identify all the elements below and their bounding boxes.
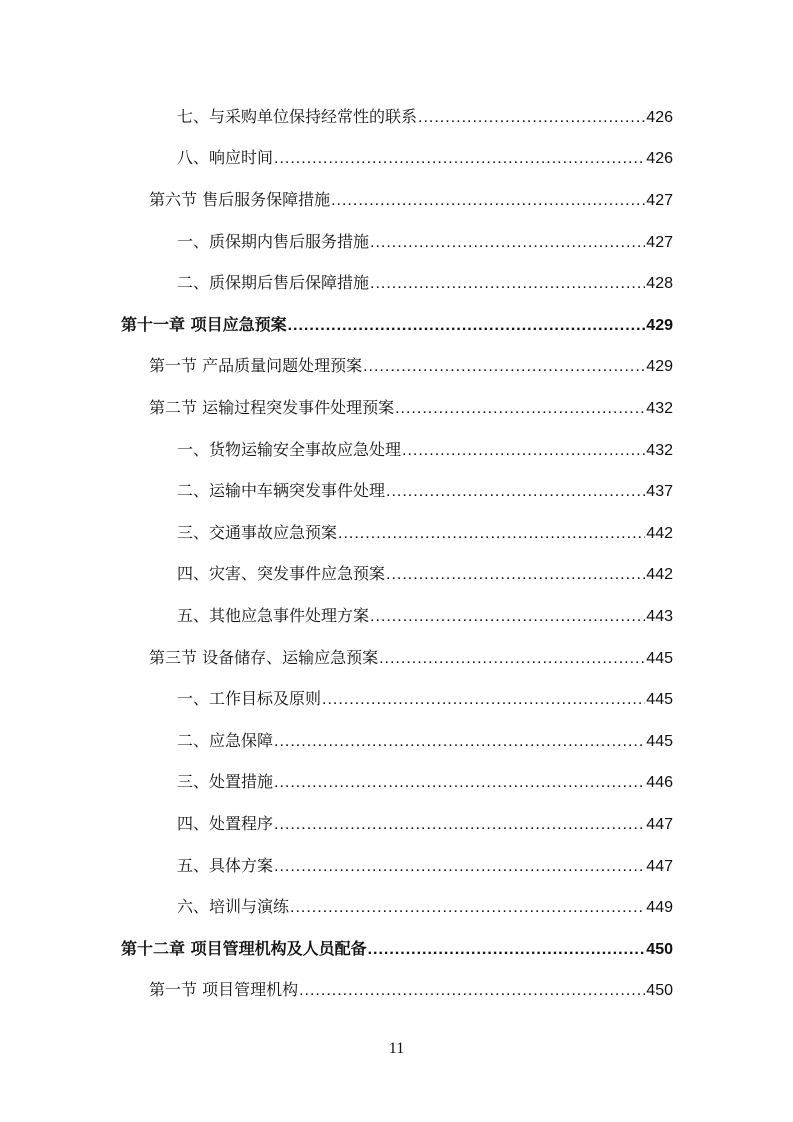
toc-entry-title: 二、质保期后售后保障措施 bbox=[177, 273, 370, 292]
toc-entry-page: 427 bbox=[646, 234, 673, 251]
toc-entry[interactable] bbox=[177, 148, 673, 169]
toc-entry-page: 428 bbox=[646, 275, 673, 292]
toc-entry-title: 三、交通事故应急预案 bbox=[177, 523, 338, 542]
toc-entry-title: 一、质保期内售后服务措施 bbox=[177, 232, 370, 251]
toc-entry-title: 七、与采购单位保持经常性的联系 bbox=[177, 107, 418, 126]
toc-entry-page: 426 bbox=[646, 150, 673, 167]
toc-leader-dots bbox=[331, 191, 645, 211]
toc-entry-page: 445 bbox=[646, 733, 673, 750]
toc-entry[interactable] bbox=[149, 356, 673, 377]
toc-entry-page: 447 bbox=[646, 858, 673, 875]
toc-entry-title: 二、运输中车辆突发事件处理 bbox=[177, 481, 386, 500]
toc-leader-dots bbox=[274, 857, 645, 877]
toc-leader-dots bbox=[402, 441, 645, 461]
toc-entry-title: 五、具体方案 bbox=[177, 856, 274, 875]
toc-leader-dots bbox=[418, 108, 645, 128]
toc-entry-page: 450 bbox=[646, 982, 673, 999]
toc-entry-title: 第十一章 项目应急预案 bbox=[121, 315, 287, 334]
toc-entry[interactable] bbox=[149, 190, 673, 211]
toc-entry[interactable] bbox=[177, 606, 673, 627]
toc-entry[interactable] bbox=[149, 648, 673, 669]
toc-entry-page: 450 bbox=[646, 941, 673, 958]
toc-entry[interactable] bbox=[177, 523, 673, 544]
toc-entry-title: 六、培训与演练 bbox=[177, 897, 290, 916]
toc-entry[interactable] bbox=[177, 814, 673, 835]
toc-entry-page: 429 bbox=[646, 317, 673, 334]
toc-entry-title: 一、货物运输安全事故应急处理 bbox=[177, 440, 402, 459]
toc-leader-dots bbox=[290, 898, 645, 918]
toc-entry[interactable] bbox=[177, 232, 673, 253]
toc-entry-page: 429 bbox=[646, 358, 673, 375]
toc-entry-title: 二、应急保障 bbox=[177, 731, 274, 750]
toc-entry[interactable] bbox=[177, 440, 673, 461]
toc-leader-dots bbox=[395, 399, 645, 419]
toc-entry-page: 445 bbox=[646, 691, 673, 708]
toc-entry-title: 第一节 产品质量问题处理预案 bbox=[149, 356, 363, 375]
toc-entry-title: 第六节 售后服务保障措施 bbox=[149, 190, 331, 209]
toc-entry-title: 第三节 设备储存、运输应急预案 bbox=[149, 648, 379, 667]
toc-entry-page: 432 bbox=[646, 400, 673, 417]
toc-entry-page: 446 bbox=[646, 774, 673, 791]
toc-entry[interactable] bbox=[177, 564, 673, 585]
toc-entry[interactable] bbox=[177, 897, 673, 918]
toc-entry[interactable] bbox=[177, 273, 673, 294]
toc-entry-page: 442 bbox=[646, 566, 673, 583]
toc-entry-title: 三、处置措施 bbox=[177, 772, 274, 791]
toc-leader-dots bbox=[274, 773, 645, 793]
toc-entry[interactable] bbox=[177, 856, 673, 877]
toc-entry-page: 449 bbox=[646, 899, 673, 916]
toc-entry-page: 427 bbox=[646, 192, 673, 209]
toc-leader-dots bbox=[368, 940, 646, 960]
toc-entry-title: 第二节 运输过程突发事件处理预案 bbox=[149, 398, 395, 417]
toc-entry-title: 第一节 项目管理机构 bbox=[149, 980, 299, 999]
toc-entry[interactable] bbox=[177, 731, 673, 752]
toc-entry-title: 四、处置程序 bbox=[177, 814, 274, 833]
toc-leader-dots bbox=[299, 981, 645, 1001]
toc-leader-dots bbox=[274, 815, 645, 835]
toc-leader-dots bbox=[370, 233, 645, 253]
toc-leader-dots bbox=[370, 607, 645, 627]
toc-leader-dots bbox=[386, 565, 645, 585]
toc-entry-page: 432 bbox=[646, 442, 673, 459]
toc-leader-dots bbox=[288, 316, 646, 336]
toc-entry-page: 426 bbox=[646, 109, 673, 126]
toc-entry-title: 一、工作目标及原则 bbox=[177, 689, 322, 708]
page-number: 11 bbox=[388, 1040, 405, 1057]
toc-leader-dots bbox=[386, 482, 645, 502]
toc-entry-page: 442 bbox=[646, 525, 673, 542]
toc-entry[interactable] bbox=[177, 689, 673, 710]
toc-entry-page: 445 bbox=[646, 650, 673, 667]
toc-chapter-entry[interactable] bbox=[121, 939, 673, 960]
toc-leader-dots bbox=[274, 732, 645, 752]
toc-entry-page: 443 bbox=[646, 608, 673, 625]
toc-entry-title: 八、响应时间 bbox=[177, 148, 274, 167]
toc-leader-dots bbox=[370, 274, 645, 294]
toc-entry[interactable] bbox=[177, 481, 673, 502]
toc-entry-title: 第十二章 项目管理机构及人员配备 bbox=[121, 939, 367, 958]
toc-entry-title: 五、其他应急事件处理方案 bbox=[177, 606, 370, 625]
toc-entry-page: 437 bbox=[646, 483, 673, 500]
toc-entry[interactable] bbox=[177, 772, 673, 793]
toc-entry-title: 四、灾害、突发事件应急预案 bbox=[177, 564, 386, 583]
toc-leader-dots bbox=[379, 649, 645, 669]
toc-chapter-entry[interactable] bbox=[121, 315, 673, 336]
toc-leader-dots bbox=[338, 524, 645, 544]
toc-leader-dots bbox=[363, 357, 645, 377]
toc-entry[interactable] bbox=[149, 980, 673, 1001]
toc-entry[interactable] bbox=[149, 398, 673, 419]
toc-entry[interactable] bbox=[177, 107, 673, 128]
toc-entry-page: 447 bbox=[646, 816, 673, 833]
toc-leader-dots bbox=[274, 149, 645, 169]
toc-leader-dots bbox=[322, 690, 645, 710]
